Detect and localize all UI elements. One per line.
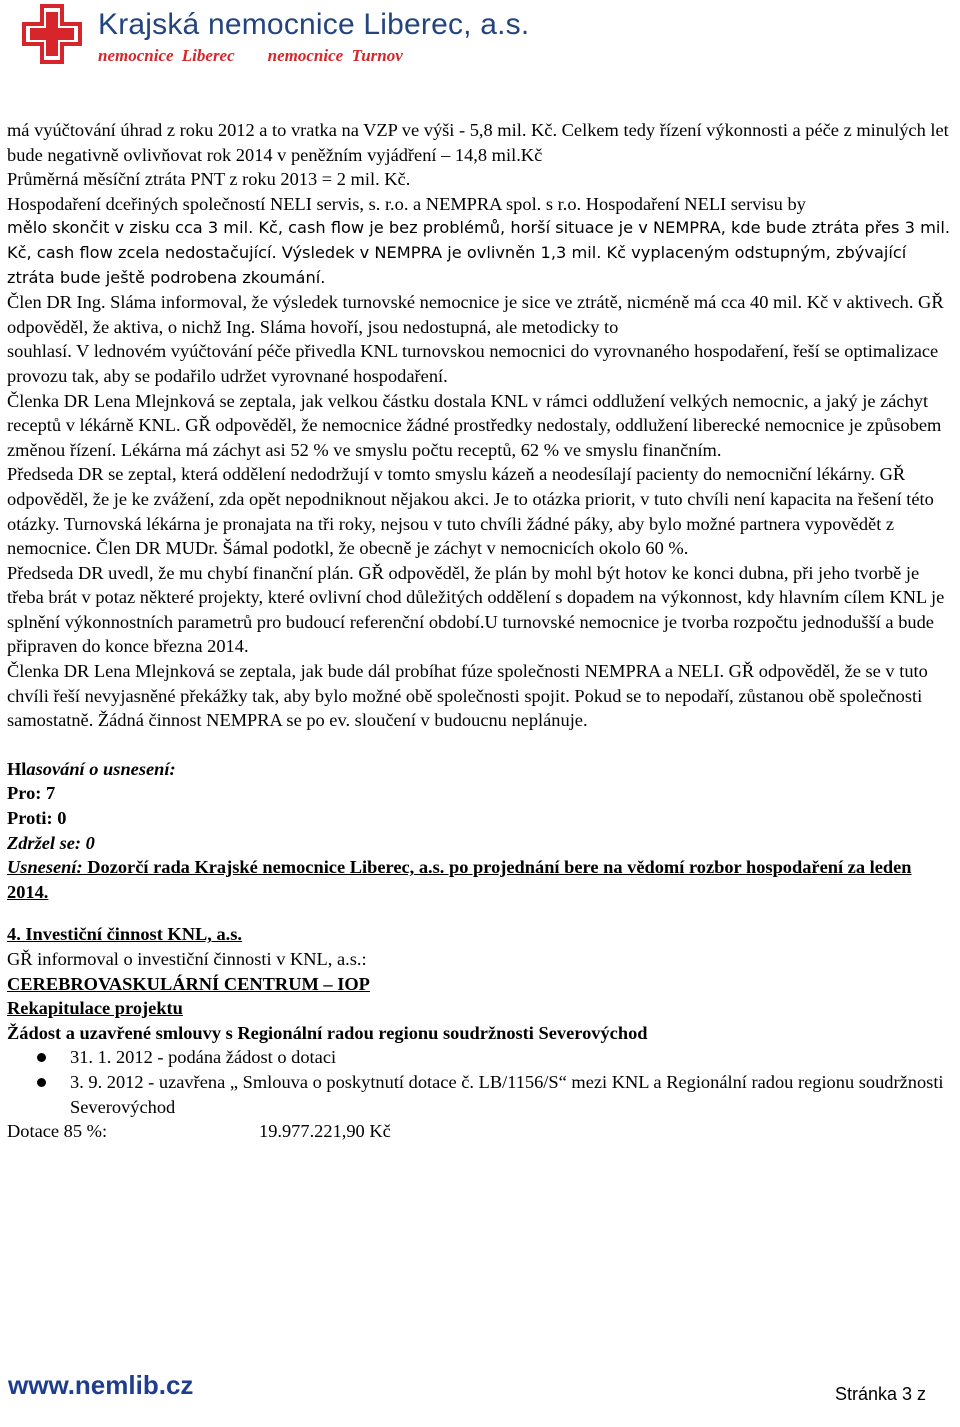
hospital-cross-logo-icon (22, 4, 82, 64)
page-header (22, 4, 722, 66)
vote-pro: Pro: 7 (7, 783, 56, 804)
resolution (7, 855, 951, 904)
paragraph: Členka DR Lena Mlejnková se zeptala, jak bude dál probíhat fúze společnosti NEMPRA a NELI. GŘ odpověděl, že se v tuto chvíli řeší nevyjasněné překážky tak, aby bylo možné obě společnosti spojit. Pokud se to nepodaří, zůstanou obě společnosti samostatně. Žádná činnost NEMPRA se po ev. sloučení v budoucnu neplánuje. (7, 661, 928, 731)
applications-heading: Žádost a uzavřené smlouvy s Regionální radou regionu soudržnosti Severovýchod (7, 1022, 648, 1043)
paragraph: souhlasí. V lednovém vyúčtování péče přivedla KNL turnovskou nemocnici do vyrovnaného hospodaření, řeší se optimalizace provozu tak, aby se podařilo udržet vyrovnané hospodaření. (7, 341, 939, 386)
paragraph: Předseda DR se zeptal, která oddělení nedodržují v tomto smyslu kázeň a neodesílají pacienty do nemocniční lékárny. GŘ odpověděl, že je ke zvážení, zda opět nepodniknout nějakou akci. Je to otázka priorit, v tuto chvíli není kapacita na řešení této otázky. Turnovská lékárna je pronajata na tři roky, nejsou v tuto chvíli žádné páky, aby bylo možné partnera vypovědět z nemocnice. Člen DR MUDr. Šámal podotkl, že obecně je záchyt v nemocnicích okolo 60 %. (7, 464, 934, 559)
paragraph: mělo skončit v zisku cca 3 mil. Kč, cash flow je bez problémů, horší situace je v NEMPRA, kde bude ztráta přes 3 mil. Kč, cash flow zcela nedostačující. Výsledek v NEMPRA je ovlivněn 1,3 mil. Kč vyplaceným odstupným, zbývající ztráta bude ještě podrobena zkoumání. (7, 218, 950, 287)
footer-page-number: Stránka 3 z (834, 1384, 926, 1404)
resolution-label: Usnesení: (7, 857, 83, 878)
milestone-list (7, 1045, 951, 1119)
paragraph: Člen DR Ing. Sláma informoval, že výsledek turnovské nemocnice je sice ve ztrátě, nicméně má cca 40 mil. Kč v aktivech. GŘ odpověděl, že aktiva, o nichž Ing. Sláma hovoří, jsou nedostupná, ale metodicky to (7, 292, 944, 337)
vote-heading-rest: asování o usnesení: (26, 758, 176, 779)
vote-block (7, 757, 951, 855)
paragraph: Členka DR Lena Mlejnková se zeptala, jak velkou částku dostala KNL v rámci oddlužení velkých nemocnic, a jaký je záchyt receptů v lékárně KNL. GŘ odpověděl, že nemocnice žádné prostředky nedostaly, oddlužení liberecké nemocnice je způsobem změnou řízení. Lékárna má záchyt asi 52 % ve smyslu počtu receptů, 62 % ve smyslu finančním. (7, 390, 942, 460)
section-intro: GŘ informoval o investiční činnosti v KNL, a.s.: (7, 949, 367, 969)
paragraph: Hospodaření dceřiných společností NELI servis, s. r.o. a NEMPRA spol. s r.o. Hospodaření NELI servisu by (7, 193, 806, 214)
vote-proti: Proti: 0 (7, 808, 67, 829)
list-item: 31. 1. 2012 - podána žádost o dotaci (7, 1045, 951, 1070)
subtitle-liberec: nemocnice Liberec (98, 46, 235, 65)
vote-heading (7, 757, 951, 782)
hospital-name: Krajská nemocnice Liberec, a.s. (98, 8, 530, 41)
paragraph: Předseda DR uvedl, že mu chybí finanční plán. GŘ odpověděl, že plán by mohl být hotov ke konci dubna, při jeho tvorbě je třeba brát v potaz některé projekty, které ovlivní chod důležitých oddělení s dopadem na výkonnost, kdy hlavním cílem KNL je splnění výkonnostních parametrů pro budoucí referenční období.U turnovské nemocnice je tvorba rozpočtu jednodušší a bude připraven do konce března 2014. (7, 562, 945, 657)
section-heading: 4. Investiční činnost KNL, a.s. (7, 924, 243, 945)
list-item: 3. 9. 2012 - uzavřena „ Smlouva o poskytnutí dotace č. LB/1156/S“ mezi KNL a Regionální radou regionu soudržnosti Severovýchod (7, 1070, 951, 1119)
grant-label: Dotace 85 %: (7, 1121, 108, 1142)
footer-url-link[interactable]: www.nemlib.cz (8, 1370, 194, 1400)
resolution-text: Dozorčí rada Krajské nemocnice Liberec, a.s. po projednání bere na vědomí rozbor hospodaření za leden 2014. (7, 857, 912, 902)
grant-value: 19.977.221,90 Kč (259, 1121, 391, 1142)
section-investment (7, 922, 951, 971)
paragraph: Průměrná měsíční ztráta PNT z roku 2013 = 2 mil. Kč. (7, 169, 411, 190)
hospital-subtitle (98, 46, 403, 66)
paragraph: má vyúčtování úhrad z roku 2012 a to vratka na VZP ve výši - 5,8 mil. Kč. Celkem tedy řízení výkonnosti a péče z minulých let bude negativně ovlivňovat rok 2014 v peněžním vyjádření – 14,8 mil.Kč (7, 120, 949, 165)
project-title: CEREBROVASKULÁRNÍ CENTRUM – IOP (7, 973, 370, 994)
grant-row (7, 1119, 951, 1144)
document-body (7, 118, 951, 1144)
vote-heading-prefix: Hl (7, 758, 27, 779)
vote-zdrzel: Zdržel se: 0 (7, 832, 95, 853)
recap-heading: Rekapitulace projektu (7, 998, 183, 1019)
subtitle-turnov: nemocnice Turnov (267, 46, 403, 65)
